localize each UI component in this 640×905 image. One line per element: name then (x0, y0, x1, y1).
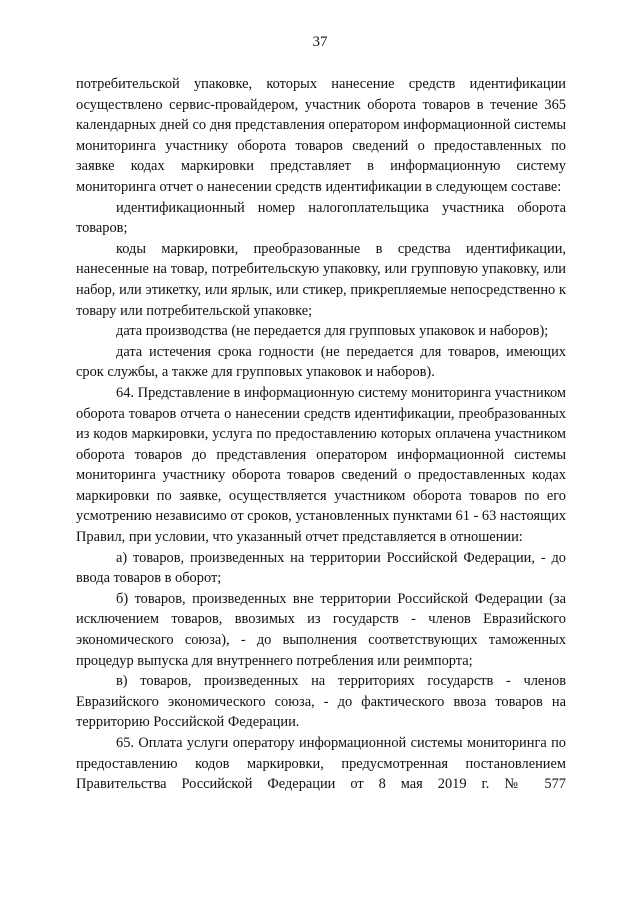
list-item-expiry-date: дата истечения срока годности (не передается для товаров, имеющих срок службы, а также для групповых упаковок и наборов). (76, 343, 566, 381)
paragraph-continuation: потребительской упаковке, которых нанесение средств идентификации осуществлено сервис-провайдером, участник оборота товаров в течение 365 календарных дней со дня представления оператором информационной системы мониторинга участнику оборота товаров сведений о предоставленных по заявке кодах маркировки представляет в информационную систему мониторинга отчет о нанесении средств идентификации в следующем составе: (76, 76, 566, 195)
paragraph-64: 64. Представление в информационную систему мониторинга участником оборота товаров отчета о нанесении средств идентификации, преобразованных из кодов маркировки, услуга по предоставлению которых оплачена участником оборота товаров до представления оператором информационной системы мониторинга участнику оборота товаров сведений о предоставленных кодах маркировки по заявке, осуществляется участником оборота товаров по его усмотрению независимо от сроков, установленных пунктами 61 - 63 настоящих Правил, при условии, что указанный отчет представляется в отношении: (76, 384, 566, 546)
subitem-v: в) товаров, произведенных на территориях государств - членов Евразийского экономического союза, - до фактического ввоза товаров на территорию Российской Федерации. (76, 673, 566, 731)
list-item-production-date: дата производства (не передается для групповых упаковок и наборов); (116, 323, 549, 340)
page-number: 37 (312, 34, 328, 50)
list-item-inn: идентификационный номер налогоплательщика участника оборота товаров; (76, 199, 566, 237)
paragraph-65: 65. Оплата услуги оператору информационной системы мониторинга по предоставлению кодов маркировки, предусмотренная постановлением Правительства Российской Федерации от 8 мая 2019 г. № 577 (76, 735, 566, 793)
subitem-a: а) товаров, произведенных на территории Российской Федерации, - до ввода товаров в оборот; (76, 549, 566, 587)
subitem-b: б) товаров, произведенных вне территории Российской Федерации (за исключением товаров, ввозимых из государств - членов Евразийского экономического союза), - до выполнения соответствующих таможенных процедур выпуска для внутреннего потребления или реимпорта; (76, 590, 566, 669)
document-body (76, 74, 566, 795)
list-item-marking-codes: коды маркировки, преобразованные в средства идентификации, нанесенные на товар, потребительскую упаковку, или групповую упаковку, или набор, или этикетку, или ярлык, или стикер, прикрепляемые непосредственно к товару или потребительской упаковке; (76, 240, 566, 319)
